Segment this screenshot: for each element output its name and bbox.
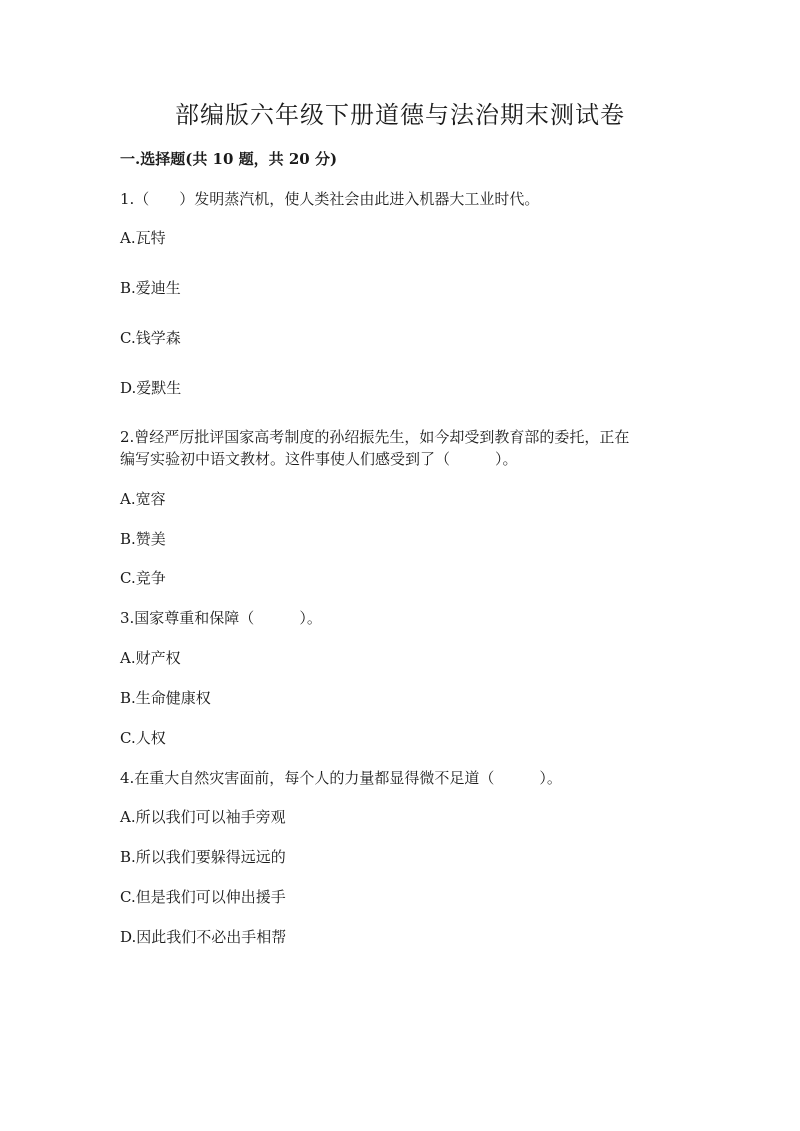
question-3-option-a: A.财产权 — [120, 649, 181, 667]
page-title: 部编版六年级下册道德与法治期末测试卷 — [175, 101, 625, 129]
question-1-option-d: D.爱默生 — [120, 379, 182, 397]
question-4-option-b: B.所以我们要躲得远远的 — [120, 848, 286, 866]
question-1-stem: 1.（ ）发明蒸汽机，使人类社会由此进入机器大工业时代。 — [120, 190, 540, 208]
question-2-option-c: C.竞争 — [120, 569, 166, 587]
question-1-option-a: A.瓦特 — [120, 229, 166, 247]
question-2-stem-line-1: 2.曾经严厉批评国家高考制度的孙绍振先生，如今却受到教育部的委托，正在 — [120, 428, 630, 446]
question-2-option-a: A.宽容 — [120, 490, 166, 508]
section-heading: 一.选择题(共 10 题，共 20 分) — [120, 150, 338, 168]
question-3-option-b: B.生命健康权 — [120, 689, 211, 707]
question-4-option-a: A.所以我们可以袖手旁观 — [120, 808, 286, 826]
question-2-stem-line-2: 编写实验初中语文教材。这件事使人们感受到了（ ）。 — [120, 450, 518, 468]
question-4-option-d: D.因此我们不必出手相帮 — [120, 928, 287, 946]
question-1-option-b: B.爱迪生 — [120, 279, 181, 297]
question-1-option-c: C.钱学森 — [120, 329, 181, 347]
question-3-option-c: C.人权 — [120, 729, 166, 747]
question-4-stem: 4.在重大自然灾害面前，每个人的力量都显得微不足道（ ）。 — [120, 769, 562, 787]
question-2-option-b: B.赞美 — [120, 530, 166, 548]
question-4-option-c: C.但是我们可以伸出援手 — [120, 888, 286, 906]
question-3-stem: 3.国家尊重和保障（ ）。 — [120, 609, 322, 627]
